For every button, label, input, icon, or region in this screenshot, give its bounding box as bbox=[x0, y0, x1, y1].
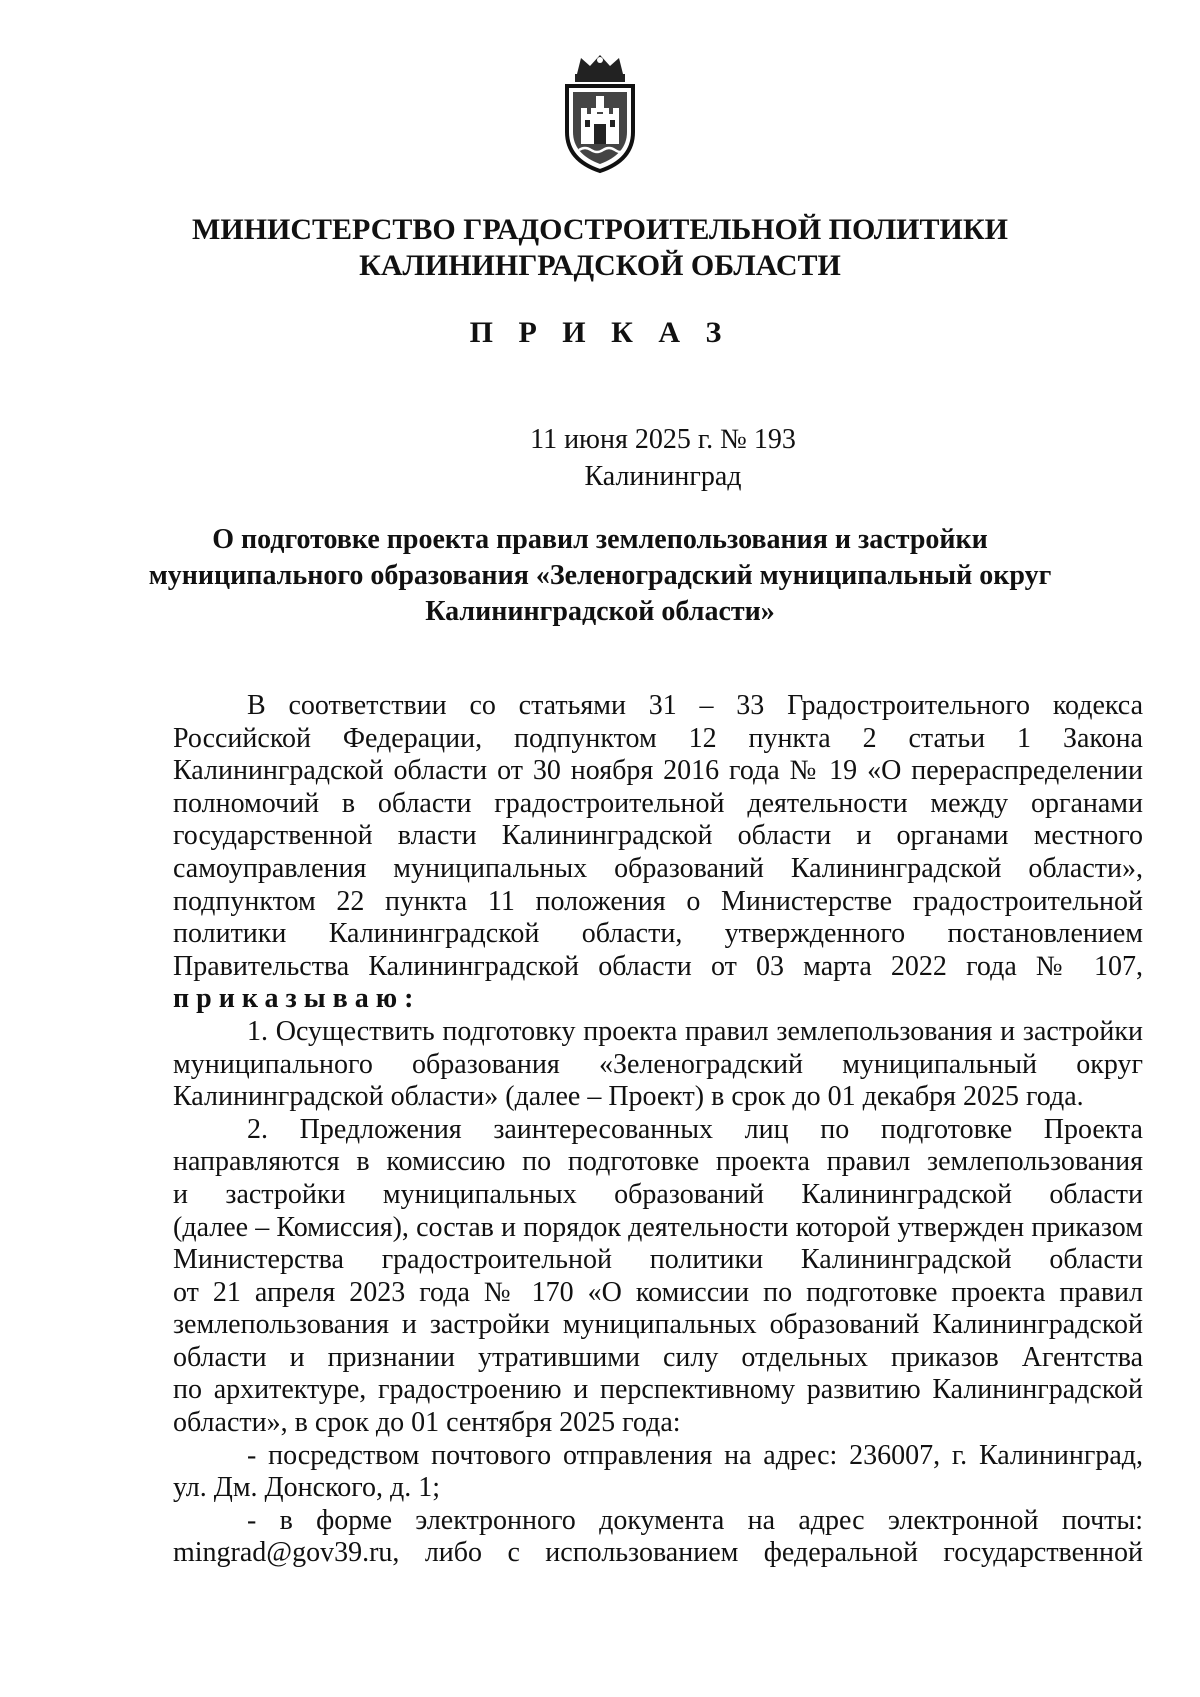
text-line: области», в срок до 01 сентября 2025 года: bbox=[173, 1407, 681, 1439]
text-line: (далее – Комиссия), состав и порядок деятельности которой утвержден приказом bbox=[173, 1211, 1143, 1243]
text-line: и застройки муниципальных образований Калининградской области bbox=[173, 1178, 1143, 1210]
order-body bbox=[173, 690, 1143, 1570]
order-title bbox=[0, 522, 1200, 630]
text-line: области и признании утратившими силу отдельных приказов Агентства bbox=[173, 1341, 1143, 1373]
order-title-line-2: муниципального образования «Зеленоградский муниципальный округ bbox=[148, 560, 1052, 591]
ministry-name-line-1: МИНИСТЕРСТВО ГРАДОСТРОИТЕЛЬНОЙ ПОЛИТИКИ bbox=[192, 213, 1008, 246]
item-1-paragraph bbox=[173, 1016, 1143, 1114]
text-line: направляются в комиссию по подготовке проекта правил землепользования bbox=[173, 1146, 1143, 1178]
text-line: подпунктом 22 пункта 11 положения о Министерстве градостроительной bbox=[173, 885, 1143, 917]
text-line: от 21 апреля 2023 года № 170 «О комиссии по подготовке проекта правил bbox=[173, 1276, 1143, 1308]
text-line: - посредством почтового отправления на адрес: 236007, г. Калининград, bbox=[247, 1439, 1143, 1471]
coat-of-arms-emblem bbox=[557, 52, 643, 174]
text-line: - в форме электронного документа на адрес электронной почты: bbox=[247, 1504, 1143, 1536]
date-and-number-block bbox=[0, 421, 1200, 495]
text-line: политики Калининградской области, утвержденного постановлением bbox=[173, 918, 1143, 950]
text-line: муниципального образования «Зеленоградский муниципальный округ bbox=[173, 1048, 1143, 1080]
ministry-name bbox=[0, 212, 1200, 284]
order-title-line-1: О подготовке проекта правил землепользования и застройки bbox=[212, 524, 988, 555]
text-line: ул. Дм. Донского, д. 1; bbox=[173, 1472, 441, 1504]
city: Калининград bbox=[584, 461, 742, 492]
text-line: Калининградской области» (далее – Проект) в срок до 01 декабря 2025 года. bbox=[173, 1081, 1084, 1113]
text-line: полномочий в области градостроительной деятельности между органами bbox=[173, 787, 1143, 819]
ministry-name-line-2: КАЛИНИНГРАДСКОЙ ОБЛАСТИ bbox=[359, 249, 841, 282]
preamble-paragraph bbox=[173, 690, 1143, 1016]
order-verb: приказываю: bbox=[173, 983, 421, 1015]
text-line: 1. Осуществить подготовку проекта правил землепользования и застройки bbox=[247, 1015, 1143, 1047]
text-line: землепользования и застройки муниципальных образований Калининградской bbox=[173, 1309, 1143, 1341]
text-line: Правительства Калининградской области от 03 марта 2022 года № 107, bbox=[173, 950, 1143, 982]
bullet-electronic-paragraph bbox=[173, 1505, 1143, 1570]
text-line: государственной власти Калининградской области и органами местного bbox=[173, 820, 1143, 852]
text-line: Калининградской области от 30 ноября 2016 года № 19 «О перераспределении bbox=[173, 755, 1143, 787]
text-line: 2. Предложения заинтересованных лиц по подготовке Проекта bbox=[247, 1113, 1143, 1145]
text-line: Российской Федерации, подпунктом 12 пункта 2 статьи 1 Закона bbox=[173, 722, 1143, 754]
text-line: самоуправления муниципальных образований Калининградской области», bbox=[173, 852, 1143, 884]
text-line: В соответствии со статьями 31 – 33 Градостроительного кодекса bbox=[247, 690, 1143, 721]
item-2-paragraph bbox=[173, 1114, 1143, 1440]
bullet-postal-paragraph bbox=[173, 1440, 1143, 1505]
document-type: П Р И К А З bbox=[469, 316, 731, 349]
date-number: 11 июня 2025 г. № 193 bbox=[530, 424, 796, 455]
text-line: mingrad@gov39.ru, либо с использованием федеральной государственной bbox=[173, 1537, 1143, 1569]
text-line: по архитектуре, градостроению и перспективному развитию Калининградской bbox=[173, 1374, 1143, 1406]
order-title-line-3: Калининградской области» bbox=[425, 596, 775, 627]
text-line: Министерства градостроительной политики Калининградской области bbox=[173, 1244, 1143, 1276]
